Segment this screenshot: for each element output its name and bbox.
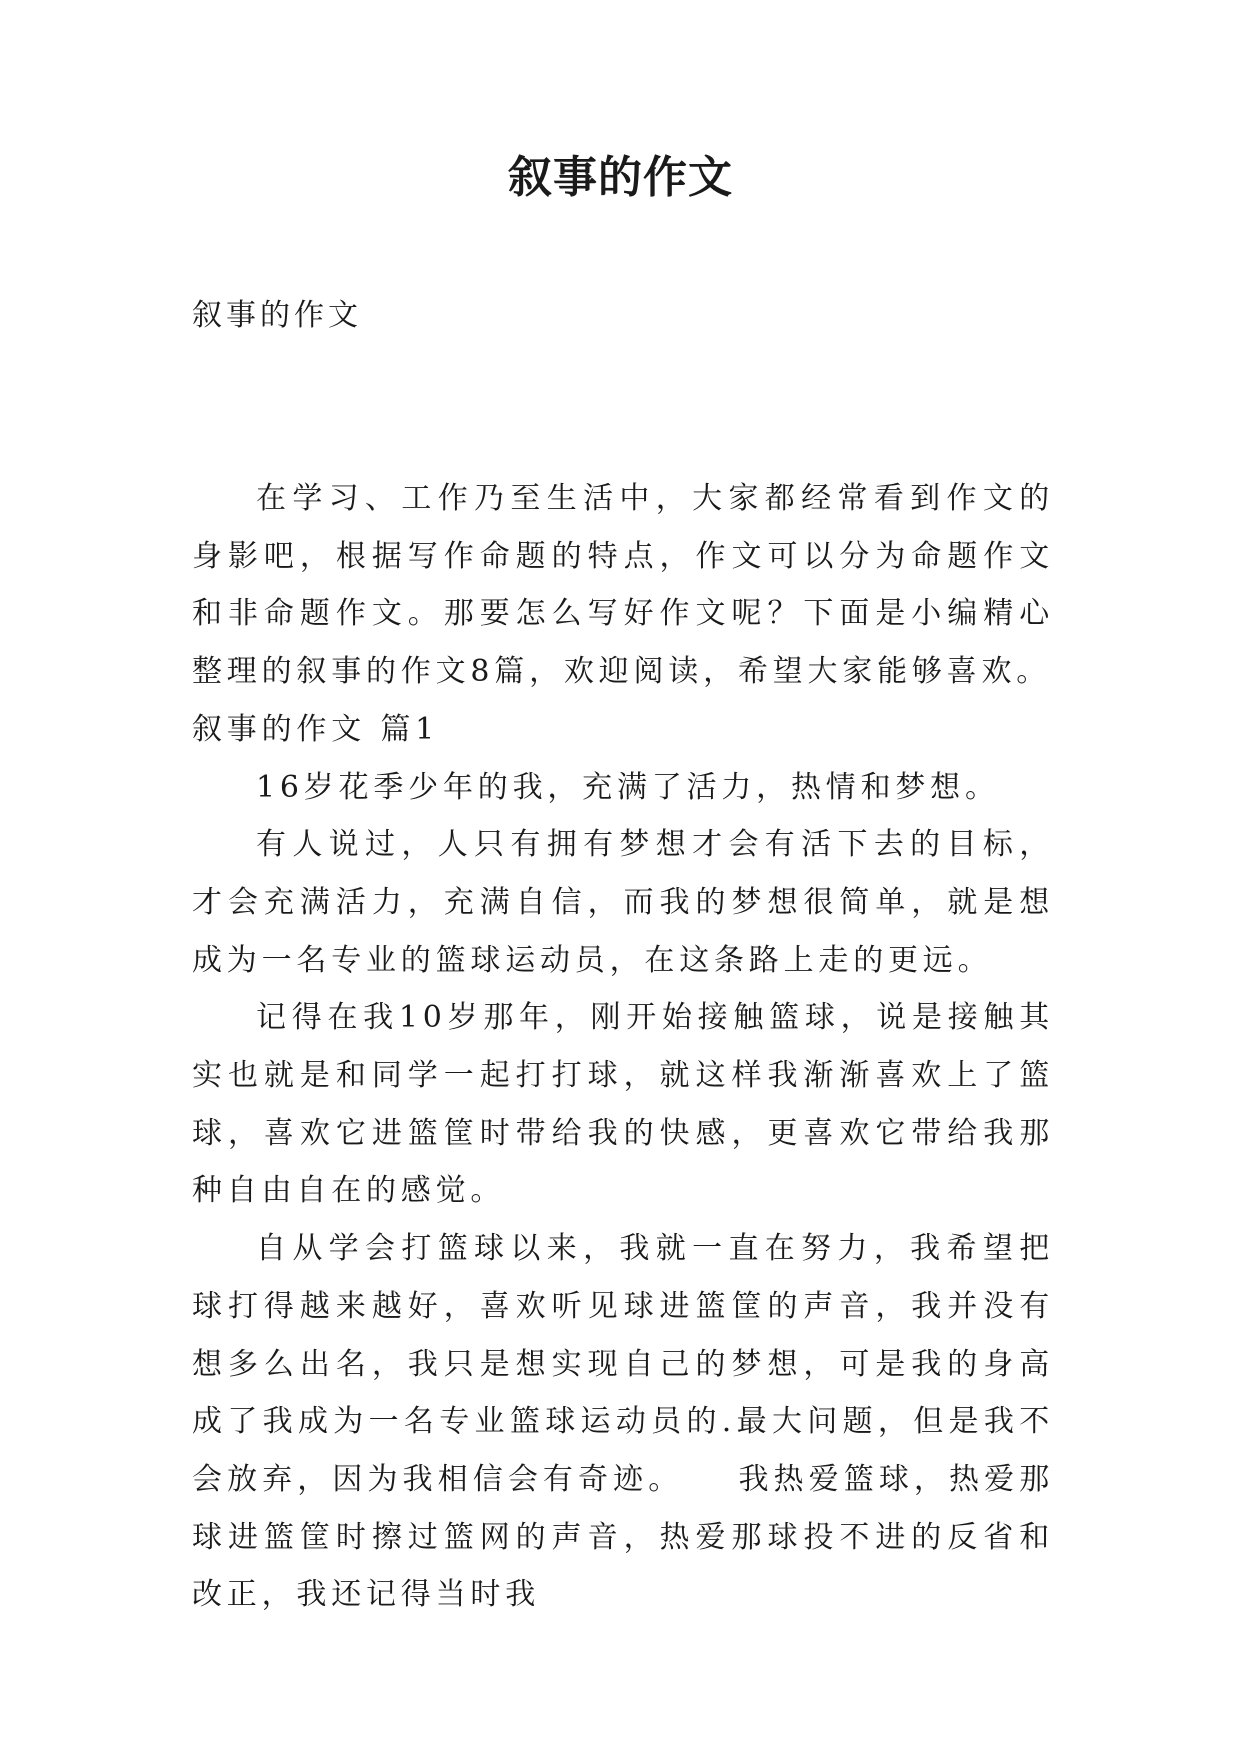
body-paragraph: 自从学会打篮球以来，我就一直在努力，我希望把球打得越来越好，喜欢听见球进篮筐的声音，我并没有想多么出名，我只是想实现自己的梦想，可是我的身高成了我成为一名专业篮球运动员的.最大问题，但是我不会放弃，因为我相信会有奇迹。 我热爱篮球，热爱那球进篮筐时擦过篮网的声音，热爱那球投不进的反省和改正，我还记得当时我 xyxy=(192,1231,1054,1613)
body-paragraph: 记得在我10岁那年，刚开始接触篮球，说是接触其实也就是和同学一起打打球，就这样我渐渐喜欢上了篮球，喜欢它进篮筐时带给我的快感，更喜欢它带给我那种自由自在的感觉。 xyxy=(192,1000,1054,1209)
section-heading: 叙事的作文 篇1 xyxy=(192,711,440,747)
document-subtitle: 叙事的作文 xyxy=(192,298,362,333)
intro-paragraph: 在学习、工作乃至生活中，大家都经常看到作文的身影吧，根据写作命题的特点，作文可以分为命题作文和非命题作文。那要怎么写好作文呢？下面是小编精心整理的叙事的作文8篇，欢迎阅读，希望大家能够喜欢。 xyxy=(192,481,1054,690)
body-paragraph: 有人说过，人只有拥有梦想才会有活下去的目标，才会充满活力，充满自信，而我的梦想很简单，就是想成为一名专业的篮球运动员，在这条路上走的更远。 xyxy=(192,827,1054,978)
page-title: 叙事的作文 xyxy=(508,152,733,203)
document-body xyxy=(192,470,1054,1624)
body-paragraph: 16岁花季少年的我，充满了活力，热情和梦想。 xyxy=(256,769,1000,805)
